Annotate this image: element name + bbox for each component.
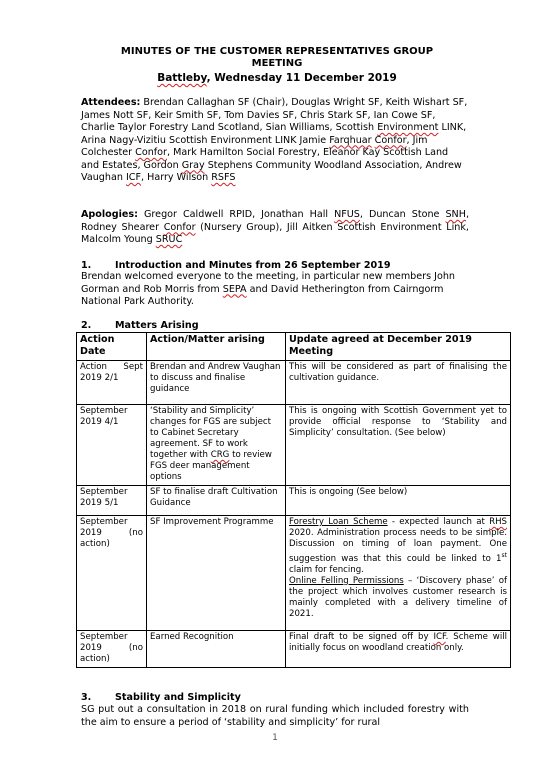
section-title: Introduction and Minutes from 26 September 2019 — [115, 260, 391, 271]
meeting-place: Battleby — [157, 72, 207, 84]
attendees-text: , Jim Colchester — [81, 134, 428, 158]
attendees-text: , Mark Hamilton Social Forestry, Eleanor Kay Scottish Land and Estates, Gordon — [81, 147, 449, 171]
cell-matter: Brendan and Andrew Vaughan to discuss and finalise guidance — [147, 361, 286, 405]
spellcheck-word: Confor — [163, 221, 196, 233]
spellcheck-word: RSFS — [211, 172, 236, 183]
column-header: Update agreed at December 2019 Meeting — [286, 333, 511, 361]
matters-arising-table — [76, 332, 511, 668]
attendees-text: Stephens Community Woodland Association, Andrew Vaughan — [81, 159, 462, 183]
spellcheck-word: ICF — [433, 632, 446, 642]
cell-update — [286, 631, 511, 668]
section3-heading — [81, 692, 241, 704]
apologies-text: , Rodney Shearer — [81, 209, 469, 233]
cell-matter: SF Improvement Programme — [147, 516, 286, 631]
spellcheck-word: Confor — [374, 134, 407, 146]
cell-matter — [147, 405, 286, 486]
cell-text: claim for fencing. — [289, 564, 364, 575]
attendees-paragraph — [81, 97, 469, 185]
section1-text: and David Hetherington from Cairngorm National Park Authority. — [81, 283, 444, 307]
spellcheck-word: ICF — [125, 172, 142, 183]
cell-text: to review FGS deer management options — [150, 450, 272, 482]
apologies-paragraph — [81, 209, 469, 247]
column-header: Action Date — [77, 333, 147, 361]
cell-text: - expected launch at — [387, 517, 490, 527]
spellcheck-word: Confor — [135, 147, 167, 158]
document-title-line3 — [82, 72, 472, 84]
section2-heading — [81, 320, 199, 332]
spellcheck-word: Farqhuar — [329, 134, 372, 146]
attendees-text: , Harry Wilson — [141, 172, 212, 183]
section-number: 1. — [81, 260, 92, 271]
section1-text: Brendan welcomed everyone to the meeting, in particular new members John Gorman and Rob Morris from — [81, 271, 456, 295]
spellcheck-word: SEPA — [222, 283, 247, 295]
section-number: 3. — [81, 692, 92, 703]
cell-text: 2020. Administration process needs to be simple. Discussion on timing of loan payment. One suggestion was that this could be linked to 1 — [289, 528, 507, 564]
spellcheck-word: Gray — [181, 159, 205, 171]
column-header: Action/Matter arising — [147, 333, 286, 361]
cell-date: September 2019 4/1 — [77, 405, 147, 486]
cell-text: ‘Stability and Simplicity’ changes for FGS are subject to Cabinet Secretary agreement. SF to work together with — [150, 406, 271, 460]
apologies-text: , Duncan Stone — [359, 209, 446, 220]
cell-update: This is ongoing with Scottish Government yet to provide official response to ‘Stability and Simplicity’ consultation. (See below) — [286, 405, 511, 486]
cell-date: September 2019 5/1 — [77, 486, 147, 516]
document-title-line2: MEETING — [251, 58, 303, 69]
cell-date: September 2019 (no action) — [77, 516, 147, 631]
section1-paragraph — [81, 271, 469, 309]
document-title-line1: MINUTES OF THE CUSTOMER REPRESENTATIVES GROUP — [120, 46, 434, 57]
page-number: 1 — [272, 733, 278, 743]
attendees-text: Brendan Callaghan SF (Chair), Douglas Wright SF, Keith Wishart SF, James Nott SF, Keir Smith SF, Tom Davies SF, Chris Stark SF, Ian Cowe SF, Charlie Taylor Forestry Land Scotland, Sian Williams, Scottish — [81, 97, 468, 133]
section3-paragraph: SG put out a consultation in 2018 on rural funding which included forestry with the aim to ensure a period of ‘stability and simplicity’ for rural — [81, 704, 469, 728]
cell-matter: Earned Recognition — [147, 631, 286, 668]
cell-update — [286, 516, 511, 631]
update-subtitle: Online Felling Permissions — [289, 575, 404, 586]
spellcheck-word: SRUC — [155, 234, 183, 245]
cell-update: This is ongoing (See below) — [286, 486, 511, 516]
apologies-label: Apologies: — [81, 209, 138, 220]
attendees-label: Attendees: — [81, 97, 141, 108]
cell-text: . Scheme will initially focus on woodland creation only. — [289, 632, 507, 653]
cell-date: September 2019 (no action) — [77, 631, 147, 668]
cell-matter: SF to finalise draft Cultivation Guidance — [147, 486, 286, 516]
cell-update: This will be considered as part of finalising the cultivation guidance. — [286, 361, 511, 405]
table-row — [77, 631, 511, 668]
attendees-text: LINK, Arina Nagy-Vizitiu Scottish Environment LINK Jamie — [81, 122, 467, 146]
spellcheck-word: CRG — [210, 450, 230, 460]
section-number: 2. — [81, 320, 92, 331]
spellcheck-word: NFUS — [334, 209, 360, 220]
section-title: Matters Arising — [115, 320, 199, 331]
spellcheck-word: Environment — [377, 122, 439, 133]
update-subtitle: Forestry Loan Scheme — [289, 517, 388, 527]
apologies-text: Gregor Caldwell RPID, Jonathan Hall — [137, 209, 335, 220]
table-row — [77, 405, 511, 486]
apologies-text: (Nursery Group), Jill Aitken Scottish Environment Link, Malcolm Young — [81, 221, 469, 245]
cell-date: Action Sept 2019 2/1 — [77, 361, 147, 405]
table-header-row — [77, 333, 511, 361]
cell-text: Final draft to be signed off by — [289, 632, 434, 642]
superscript: st — [501, 552, 507, 559]
cell-text: – ‘Discovery phase’ of the project which involves customer research is mainly completed with a delivery timeline of 2021. — [289, 575, 507, 619]
table-row — [77, 486, 511, 516]
table-row — [77, 361, 511, 405]
spellcheck-word: RHS — [489, 517, 507, 527]
table-row — [77, 516, 511, 631]
spellcheck-word: SNH — [445, 209, 466, 220]
meeting-date: , Wednesday 11 December 2019 — [206, 72, 397, 84]
section-title: Stability and Simplicity — [115, 692, 241, 703]
